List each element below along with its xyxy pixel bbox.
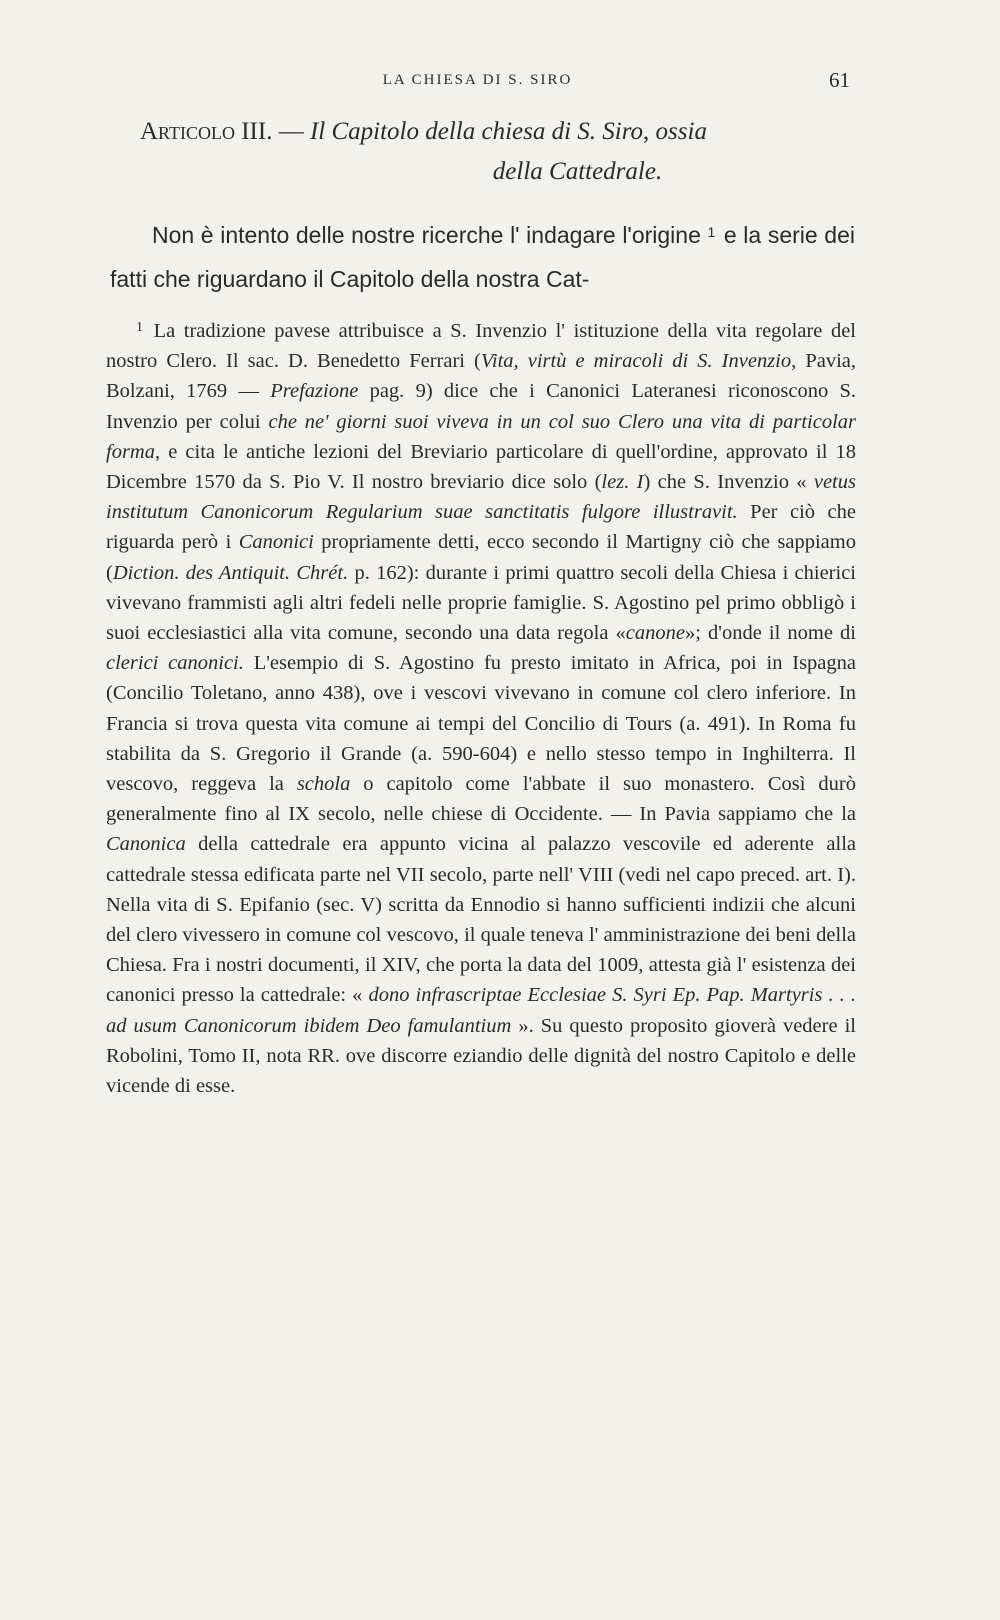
fn-italic: vetus institutum Canonicorum Regularium suae sanctitatis fulgore illustravit. — [106, 471, 856, 524]
footnote-reference: 1 — [707, 224, 716, 240]
fn-text: propriamente detti, ecco secondo il Martigny ciò che sappiamo ( — [106, 531, 856, 584]
page-number: 61 — [829, 68, 850, 92]
fn-italic: Canonici — [238, 531, 314, 554]
fn-italic: Diction. des Antiquit. Chrét. — [112, 561, 349, 584]
article-label: Articolo III. — [140, 118, 273, 145]
fn-italic: Prefazione — [270, 380, 359, 403]
fn-italic: dono infrascriptae Ecclesiae S. Syri Ep. Pap. Martyris . . . ad usum Canonicorum ibidem Deo famulantium — [106, 984, 856, 1037]
fn-text: »; d'onde il nome di — [685, 622, 856, 645]
heading-dash: — — [272, 118, 310, 145]
fn-italic: clerici canonici. — [106, 652, 244, 675]
footnote-mark: 1 — [136, 320, 143, 335]
article-title: Il Capitolo della chiesa di S. Siro — [309, 118, 644, 145]
fn-text: La tradizione pavese attribuisce a S. Invenzio l' istituzione della vita regolare del nostro Clero. Il sac. D. Benedetto Ferrari ( — [106, 320, 857, 373]
fn-text: o capitolo come l'abbate il suo monastero. Così durò generalmente fino al IX secolo, nelle chiese di Occidente. — In Pavia sappiamo che la — [106, 773, 856, 826]
fn-text: Per ciò che riguarda però i — [106, 501, 856, 554]
fn-italic: che ne' giorni suoi viveva in un col suo Clero una vita di particolar forma — [106, 410, 857, 463]
fn-text: , e cita le antiche lezioni del Breviario particolare di quell'ordine, approvato il 18 Dicembre 1570 da S. Pio V. Il nostro breviario dice solo ( — [106, 440, 856, 494]
fn-text: ) che S. Invenzio « — [643, 471, 814, 494]
fn-italic: Canonica — [106, 833, 186, 856]
fn-text: della cattedrale era appunto vicina al palazzo vescovile ed aderente alla cattedrale stessa edificata parte nel VII secolo, parte nell' VIII (vedi nel capo preced. art. I). Nella vita di S. Epifanio (sec. V) scritta da Ennodio si hanno sufficienti indizii che alcuni del clero vivessero in comune col vescovo, il quale teneva l' amministrazione dei beni della Chiesa. Fra i nostri documenti, il XIV, che porta la data del 1009, attesta già l' esistenza dei canonici presso la cattedrale: « — [106, 833, 856, 1007]
fn-italic: lez. I — [601, 471, 644, 494]
heading-ossia: ossia — [655, 118, 707, 145]
fn-italic: schola — [296, 773, 351, 796]
footnote — [106, 313, 856, 1101]
article-heading — [140, 112, 855, 192]
running-head — [105, 68, 850, 94]
main-text-part-1: Non è intento delle nostre ricerche l' indagare l'origine — [152, 222, 708, 248]
fn-italic: canone — [625, 622, 685, 645]
article-title-continued: della Cattedrale. — [492, 158, 663, 185]
running-title: LA CHIESA DI S. SIRO — [382, 72, 573, 88]
main-text — [110, 210, 855, 301]
fn-text: pag. 9) dice che i Canonici Lateranesi riconoscono S. Invenzio per colui — [106, 380, 857, 433]
fn-text: , Pavia, Bolzani, 1769 — — [106, 350, 857, 403]
fn-text: L'esempio di S. Agostino fu presto imitato in Africa, poi in Ispagna (Concilio Toletano, anno 438), ove i vescovi vivevano in comune col clero inferiore. In Francia si trova questa vita comune ai tempi del Concilio di Tours (a. 491). In Roma fu stabilita da S. Gregorio il Grande (a. 590-604) e nello stesso tempo in Inghilterra. Il vescovo, reggeva la — [106, 652, 857, 796]
fn-text: ». Su questo proposito gioverà vedere il Robolini, Tomo II, nota RR. ove discorre eziandio delle dignità del nostro Capitolo e delle vicende di esse. — [106, 1014, 857, 1098]
heading-comma: , — [643, 118, 656, 145]
fn-text: p. 162): durante i primi quattro secoli della Chiesa i chierici vivevano frammisti agli altri fedeli nelle proprie famiglie. S. Agostino pel primo obbligò i suoi ecclesiastici alla vita comune, secondo una data regola « — [106, 561, 856, 645]
heading-line-1 — [140, 112, 855, 152]
main-text-part-2: e la serie dei fatti che riguardano il Capitolo della nostra Cat- — [110, 222, 855, 292]
fn-italic: Vita, virtù e miracoli di S. Invenzio — [480, 350, 792, 373]
